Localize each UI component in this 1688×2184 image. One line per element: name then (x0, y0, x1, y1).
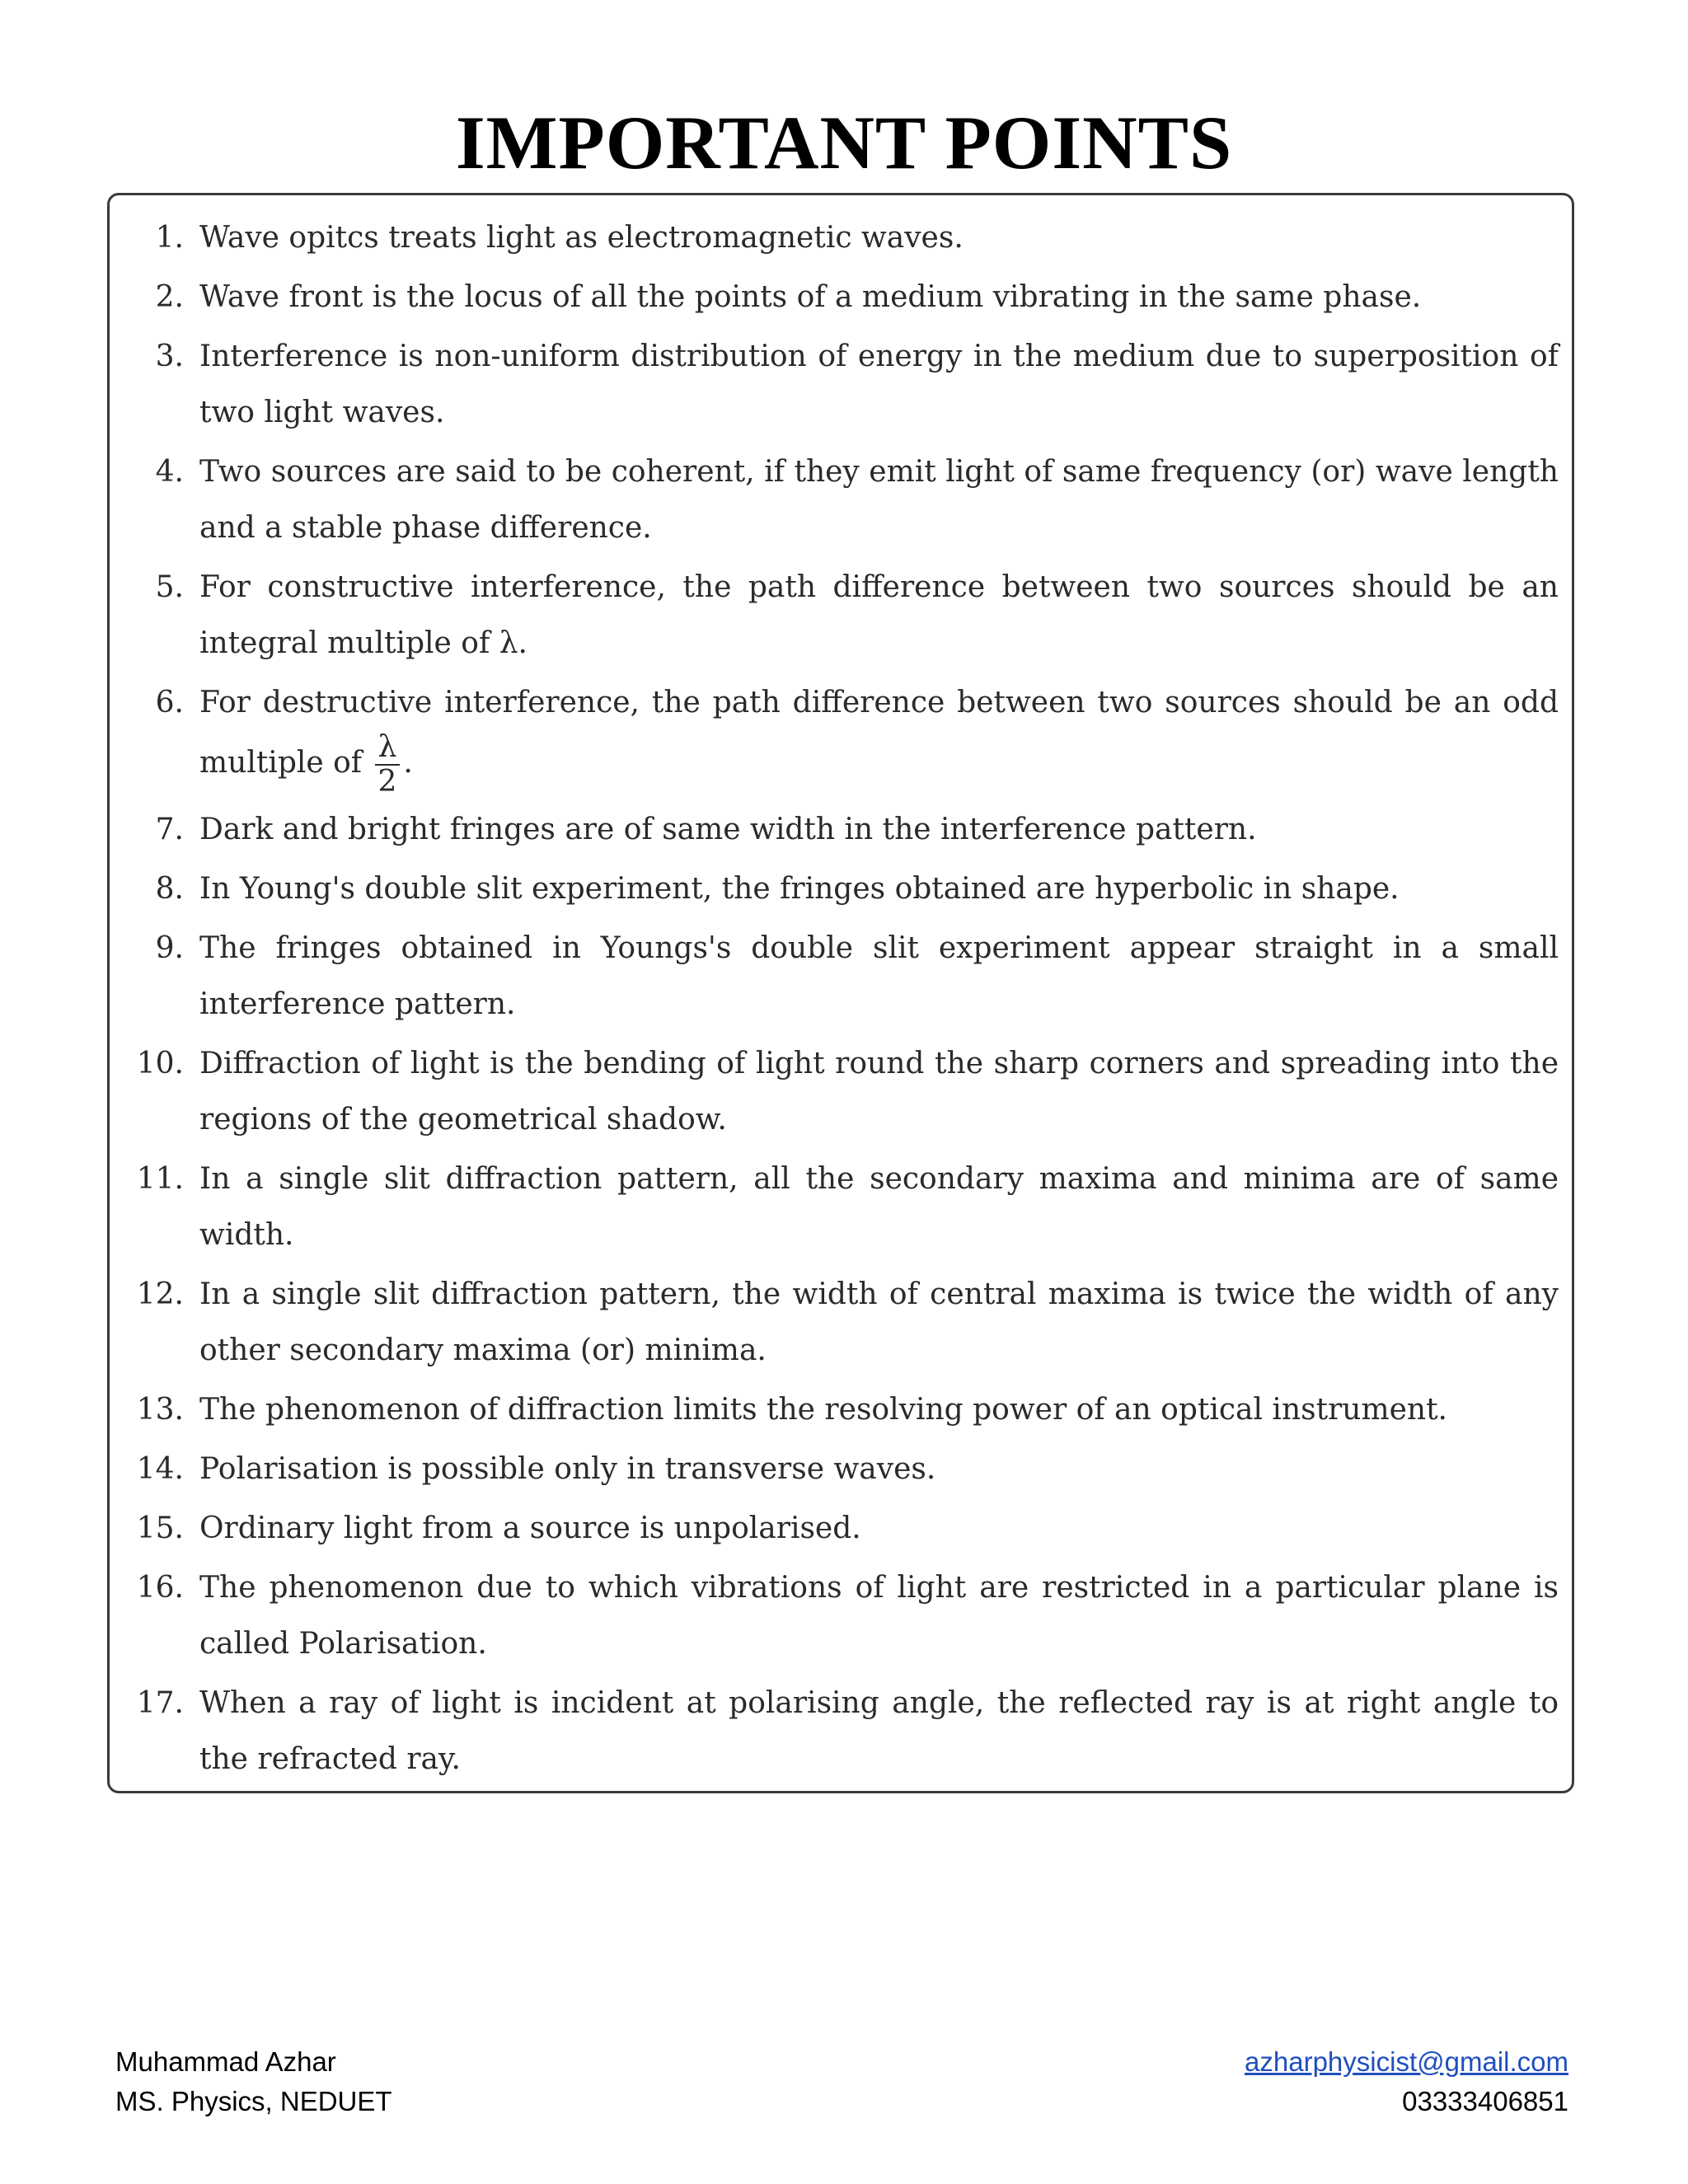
point-text: When a ray of light is incident at polarising angle, the reflected ray is at right angle to the refracted ray. (199, 1686, 1559, 1776)
point-suffix: . (403, 746, 413, 780)
point-number: 12. (136, 1277, 184, 1311)
point-number: 14. (136, 1452, 184, 1486)
point-number: 17. (136, 1686, 184, 1720)
point-number: 1. (155, 221, 184, 255)
point-text: In a single slit diffraction pattern, the width of central maxima is twice the width of any other secondary maxima (or) minima. (199, 1277, 1559, 1367)
list-item (110, 921, 1577, 1033)
footer-author (115, 2042, 392, 2121)
list-item (110, 1382, 1577, 1438)
point-number: 4. (155, 455, 184, 489)
point-text: Polarisation is possible only in transverse waves. (199, 1452, 936, 1486)
point-text: Two sources are said to be coherent, if they emit light of same frequency (or) wave length and a stable phase difference. (199, 455, 1559, 545)
list-item (110, 1560, 1577, 1672)
page-title: IMPORTANT POINTS (455, 101, 1233, 185)
list-item (110, 1501, 1577, 1557)
point-number: 16. (136, 1571, 184, 1605)
point-number: 6. (155, 686, 184, 719)
list-item (110, 861, 1577, 917)
points-list (110, 210, 1577, 1791)
point-text: In a single slit diffraction pattern, all the secondary maxima and minima are of same width. (199, 1162, 1559, 1252)
point-number: 8. (155, 872, 184, 906)
fraction-denominator: 2 (377, 765, 397, 799)
point-number: 15. (136, 1511, 184, 1545)
point-number: 5. (155, 570, 184, 604)
point-text: The fringes obtained in Youngs's double slit experiment appear straight in a small interference pattern. (199, 931, 1559, 1021)
footer-contact (1245, 2042, 1568, 2121)
point-text: Diffraction of light is the bending of light round the sharp corners and spreading into the regions of the geometrical shadow. (199, 1047, 1559, 1137)
list-item (110, 1441, 1577, 1497)
point-text: For destructive interference, the path difference between two sources should be an odd multiple of (199, 686, 1559, 780)
list-item (110, 1267, 1577, 1379)
lambda-over-two-fraction (375, 731, 401, 799)
list-item (110, 329, 1577, 441)
author-degree: MS. Physics, NEDUET (115, 2086, 392, 2116)
list-item (110, 444, 1577, 556)
point-number: 11. (136, 1162, 184, 1196)
point-text: Wave opitcs treats light as electromagnetic waves. (199, 221, 964, 255)
important-points-box (107, 193, 1574, 1793)
list-item (110, 802, 1577, 858)
point-number: 2. (155, 280, 184, 314)
point-text: Interference is non-uniform distribution of energy in the medium due to superposition of two light waves. (199, 340, 1559, 429)
point-text: For constructive interference, the path difference between two sources should be an integral multiple of λ. (199, 570, 1559, 660)
point-number: 9. (155, 931, 184, 965)
point-number: 7. (155, 813, 184, 846)
point-text: The phenomenon due to which vibrations of light are restricted in a particular plane is called Polarisation. (199, 1571, 1559, 1661)
author-name: Muhammad Azhar (115, 2046, 336, 2077)
point-text: The phenomenon of diffraction limits the resolving power of an optical instrument. (199, 1393, 1448, 1427)
point-number: 3. (155, 340, 184, 373)
phone-number: 03333406851 (1402, 2086, 1568, 2116)
list-item (110, 675, 1577, 799)
list-item (110, 1675, 1577, 1788)
list-item (110, 560, 1577, 672)
point-number: 13. (136, 1393, 184, 1427)
email-link[interactable]: azharphysicist@gmail.com (1245, 2046, 1568, 2077)
fraction-numerator: λ (375, 731, 401, 766)
list-item (110, 269, 1577, 326)
list-item (110, 1151, 1577, 1263)
point-text: In Young's double slit experiment, the fringes obtained are hyperbolic in shape. (199, 872, 1400, 906)
list-item (110, 1036, 1577, 1148)
list-item (110, 210, 1577, 266)
point-text: Dark and bright fringes are of same width in the interference pattern. (199, 813, 1257, 846)
point-number: 10. (136, 1047, 184, 1080)
point-text: Wave front is the locus of all the points of a medium vibrating in the same phase. (199, 280, 1422, 314)
point-text: Ordinary light from a source is unpolarised. (199, 1511, 861, 1545)
